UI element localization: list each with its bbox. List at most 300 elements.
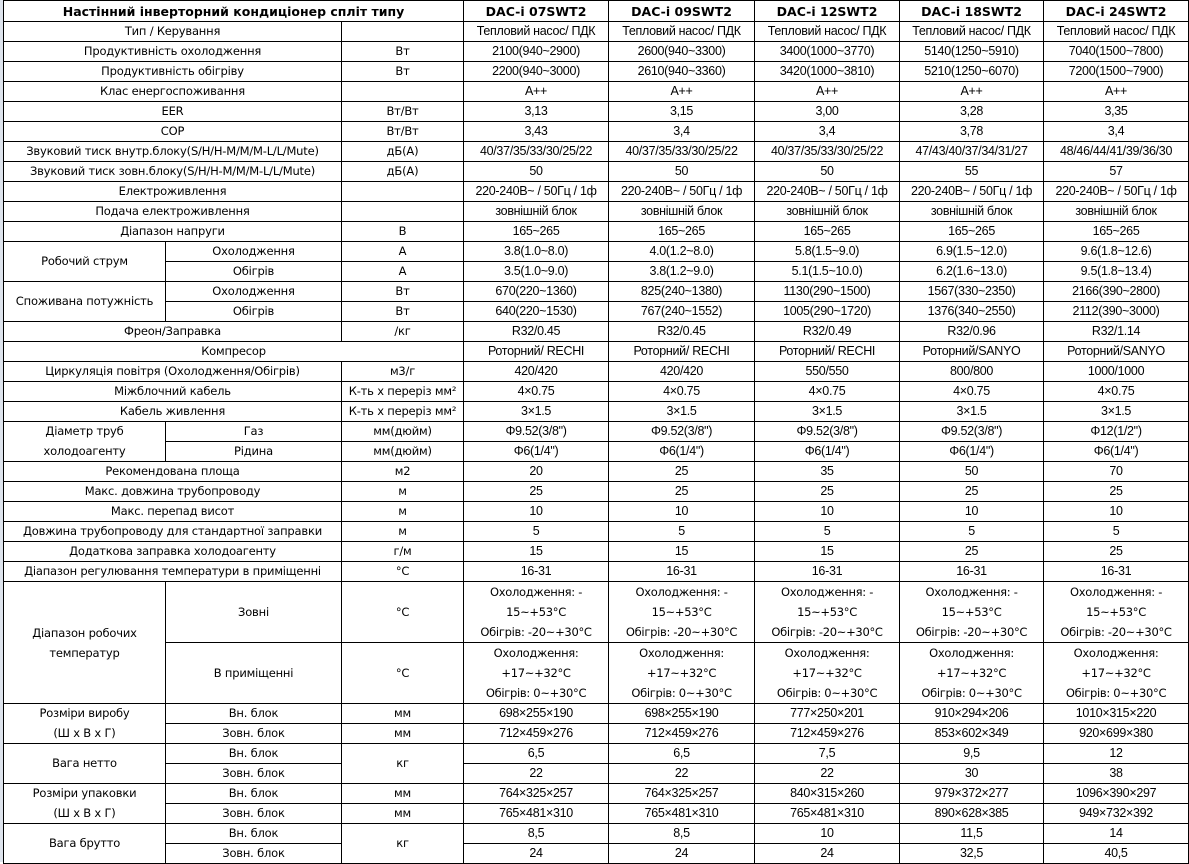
value-cell: Тепловий насос/ ПДК (464, 22, 609, 42)
value-cell: 47/43/40/37/34/31/27 (900, 142, 1044, 162)
value-cell: 7040(1500~7800) (1044, 42, 1189, 62)
table-row (4, 502, 1189, 522)
value-cell: 5140(1250~5910) (900, 42, 1044, 62)
value-cell: 220-240В~ / 50Гц / 1ф (900, 182, 1044, 202)
sub-label: Зовн. блок (166, 804, 342, 824)
value-cell: R32/0.45 (609, 322, 755, 342)
cell-line: Обігрів: -20~+30°C (771, 625, 883, 639)
value-cell: 25 (609, 482, 755, 502)
value-cell: 9.5(1.8~13.4) (1044, 262, 1189, 282)
cell-line: Обігрів: -20~+30°C (1060, 625, 1172, 639)
unit-cell: кг (342, 744, 464, 784)
value-cell: 165~265 (609, 222, 755, 242)
unit-cell: /кг (342, 322, 464, 342)
sub-label: Охолодження (166, 242, 342, 262)
value-cell: 800/800 (900, 362, 1044, 382)
value-cell: 165~265 (900, 222, 1044, 242)
table-row (4, 182, 1189, 202)
table-row (4, 362, 1189, 382)
unit-cell: Вт/Вт (342, 102, 464, 122)
unit-cell: м (342, 482, 464, 502)
value-cell: 50 (464, 162, 609, 182)
value-cell: 40/37/35/33/30/25/22 (464, 142, 609, 162)
unit-cell: дБ(А) (342, 162, 464, 182)
sub-label: Рідина (166, 442, 342, 462)
value-cell: 979×372×277 (900, 784, 1044, 804)
unit-cell: дБ(А) (342, 142, 464, 162)
value-cell: 24 (755, 844, 900, 864)
value-cell: 2200(940~3000) (464, 62, 609, 82)
value-cell: 10 (464, 502, 609, 522)
value-cell: 1130(290~1500) (755, 282, 900, 302)
value-cell: 4×0.75 (900, 382, 1044, 402)
value-cell: 6,5 (609, 744, 755, 764)
param-label: Додаткова заправка холодоагенту (4, 542, 342, 562)
param-label: Макс. перепад висот (4, 502, 342, 522)
sub-label: Вн. блок (166, 824, 342, 844)
value-cell: 220-240В~ / 50Гц / 1ф (464, 182, 609, 202)
cell-line: Охолодження: - (489, 585, 583, 599)
value-cell: Тепловий насос/ ПДК (755, 22, 900, 42)
value-cell: 777×250×201 (755, 704, 900, 724)
table-row (4, 522, 1189, 542)
value-cell: 16-31 (1044, 562, 1189, 582)
unit-cell: Вт (342, 282, 464, 302)
value-cell: 5.8(1.5~9.0) (755, 242, 900, 262)
value-cell: 712×459×276 (464, 724, 609, 744)
sub-label: Вн. блок (166, 704, 342, 724)
value-cell: Φ9.52(3/8") (464, 422, 609, 442)
table-row (4, 322, 1189, 342)
sub-label: Охолодження (166, 282, 342, 302)
unit-cell: А (342, 242, 464, 262)
value-cell: 1000/1000 (1044, 362, 1189, 382)
model-header: DAC-i 09SWT2 (609, 1, 755, 22)
value-cell: 8,5 (464, 824, 609, 844)
value-cell: Φ6(1/4") (464, 442, 609, 462)
value-cell: 7,5 (755, 744, 900, 764)
value-cell: 3.5(1.0~9.0) (464, 262, 609, 282)
value-cell: R32/1.14 (1044, 322, 1189, 342)
unit-cell: °C (342, 643, 464, 704)
group-label: Розміри виробу (4, 704, 166, 724)
value-cell: 22 (755, 764, 900, 784)
value-cell: 3,4 (755, 122, 900, 142)
value-cell: зовнішній блок (609, 202, 755, 222)
sub-label: Вн. блок (166, 744, 342, 764)
value-cell: 16-31 (900, 562, 1044, 582)
table-row (4, 462, 1189, 482)
param-label: Звуковий тиск внутр.блоку(S/H/H-M/M/M-L/L/Mute) (4, 142, 342, 162)
value-cell: Φ6(1/4") (609, 442, 755, 462)
value-cell: 5 (609, 522, 755, 542)
table-row (4, 744, 1189, 764)
value-cell: 1376(340~2550) (900, 302, 1044, 322)
value-cell: 765×481×310 (464, 804, 609, 824)
value-cell: Φ12(1/2") (1044, 422, 1189, 442)
value-cell: 6.2(1.6~13.0) (900, 262, 1044, 282)
unit-cell: м (342, 502, 464, 522)
value-cell: 25 (1044, 542, 1189, 562)
value-cell: 5.1(1.5~10.0) (755, 262, 900, 282)
value-cell (464, 643, 609, 704)
value-cell: 5 (900, 522, 1044, 542)
table-row (4, 282, 1189, 302)
sub-label: Зовні (166, 582, 342, 643)
group-label: (Ш х В х Г) (4, 804, 166, 824)
value-cell: 9,5 (900, 744, 1044, 764)
table-row (4, 42, 1189, 62)
table-row (4, 442, 1189, 462)
unit-cell (342, 202, 464, 222)
value-cell: зовнішній блок (464, 202, 609, 222)
value-cell: 3×1.5 (464, 402, 609, 422)
value-cell: 3,78 (900, 122, 1044, 142)
value-cell: 420/420 (609, 362, 755, 382)
value-cell: 5210(1250~6070) (900, 62, 1044, 82)
value-cell: 1567(330~2350) (900, 282, 1044, 302)
value-cell (755, 643, 900, 704)
value-cell: R32/0.96 (900, 322, 1044, 342)
unit-cell: К-ть х переріз мм² (342, 382, 464, 402)
value-cell: 40,5 (1044, 844, 1189, 864)
cell-line: Охолодження: (639, 646, 724, 660)
value-cell: 3420(1000~3810) (755, 62, 900, 82)
table-row (4, 62, 1189, 82)
value-cell: 16-31 (755, 562, 900, 582)
cell-line: Охолодження: - (925, 585, 1018, 599)
sub-label: Зовн. блок (166, 724, 342, 744)
cell-line: Охолодження: (493, 646, 579, 660)
value-cell: Роторний/ RECHI (609, 342, 755, 362)
value-cell: 765×481×310 (755, 804, 900, 824)
value-cell: Φ9.52(3/8") (900, 422, 1044, 442)
value-cell: A++ (609, 82, 755, 102)
value-cell: Тепловий насос/ ПДК (1044, 22, 1189, 42)
value-cell: 3,35 (1044, 102, 1189, 122)
group-label: (Ш х В х Г) (4, 724, 166, 744)
value-cell: Φ6(1/4") (755, 442, 900, 462)
value-cell: 24 (609, 844, 755, 864)
table-row (4, 804, 1189, 824)
value-cell: R32/0.45 (464, 322, 609, 342)
table-row (4, 302, 1189, 322)
value-cell: 30 (900, 764, 1044, 784)
value-cell: 767(240~1552) (609, 302, 755, 322)
cell-line: Обігрів: 0~+30°C (1065, 686, 1167, 700)
value-cell: 825(240~1380) (609, 282, 755, 302)
value-cell (1044, 582, 1189, 643)
value-cell: 50 (900, 462, 1044, 482)
table-row (4, 102, 1189, 122)
value-cell: A++ (464, 82, 609, 102)
value-cell: 640(220~1530) (464, 302, 609, 322)
value-cell: 12 (1044, 744, 1189, 764)
value-cell: 2112(390~3000) (1044, 302, 1189, 322)
value-cell: 40/37/35/33/30/25/22 (755, 142, 900, 162)
value-cell: 3×1.5 (1044, 402, 1189, 422)
cell-line: Охолодження: - (635, 585, 728, 599)
value-cell: 1096×390×297 (1044, 784, 1189, 804)
group-label: Вага нетто (4, 744, 166, 784)
table-row (4, 704, 1189, 724)
table-row (4, 82, 1189, 102)
value-cell: 2166(390~2800) (1044, 282, 1189, 302)
table-title: Настінний інверторний кондиціонер спліт типу (4, 1, 464, 22)
value-cell: 16-31 (609, 562, 755, 582)
value-cell: Роторний/ RECHI (755, 342, 900, 362)
value-cell: 25 (1044, 482, 1189, 502)
table-row (4, 222, 1189, 242)
value-cell: 10 (755, 824, 900, 844)
table-row (4, 162, 1189, 182)
cell-line: Обігрів: -20~+30°C (915, 625, 1028, 639)
unit-cell: Вт/Вт (342, 122, 464, 142)
sub-label: Газ (166, 422, 342, 442)
value-cell: 712×459×276 (755, 724, 900, 744)
value-cell: 55 (900, 162, 1044, 182)
table-row (4, 142, 1189, 162)
value-cell: 57 (1044, 162, 1189, 182)
value-cell: 35 (755, 462, 900, 482)
value-cell (755, 582, 900, 643)
value-cell: 5 (1044, 522, 1189, 542)
value-cell: 5 (755, 522, 900, 542)
group-label: Розміри упаковки (4, 784, 166, 804)
sub-label: Обігрів (166, 302, 342, 322)
value-cell: Роторний/SANYO (900, 342, 1044, 362)
table-row (4, 562, 1189, 582)
table-row (4, 22, 1189, 42)
unit-cell: м2 (342, 462, 464, 482)
group-label: Споживана потужність (4, 282, 166, 322)
sub-label: В приміщенні (166, 643, 342, 704)
value-cell: 3400(1000~3770) (755, 42, 900, 62)
sub-label: Обігрів (166, 262, 342, 282)
cell-line: +17~+32°C (936, 666, 1007, 680)
value-cell: 10 (609, 502, 755, 522)
table-row (4, 643, 1189, 704)
cell-line: Охолодження: (784, 646, 870, 660)
table-row (4, 724, 1189, 744)
unit-cell: мм (342, 704, 464, 724)
param-label: Подача електроживлення (4, 202, 342, 222)
value-cell: Тепловий насос/ ПДК (900, 22, 1044, 42)
cell-line: +17~+32°C (646, 666, 717, 680)
value-cell: 16-31 (464, 562, 609, 582)
unit-cell (342, 182, 464, 202)
value-cell: 70 (1044, 462, 1189, 482)
table-row (4, 582, 1189, 643)
value-cell: 3,28 (900, 102, 1044, 122)
table-row (4, 122, 1189, 142)
value-cell: Φ9.52(3/8") (609, 422, 755, 442)
value-cell: Φ6(1/4") (1044, 442, 1189, 462)
value-cell: 15 (609, 542, 755, 562)
model-header: DAC-i 07SWT2 (464, 1, 609, 22)
value-cell: 165~265 (755, 222, 900, 242)
table-row (4, 422, 1189, 442)
spec-table (3, 0, 1189, 864)
table-row (4, 342, 1189, 362)
value-cell: 698×255×190 (464, 704, 609, 724)
value-cell: A++ (755, 82, 900, 102)
cell-line: Обігрів: 0~+30°C (485, 686, 587, 700)
value-cell: 4×0.75 (464, 382, 609, 402)
value-cell: 764×325×257 (609, 784, 755, 804)
cell-line: 15~+53°C (651, 605, 712, 619)
value-cell: 38 (1044, 764, 1189, 784)
value-cell: 550/550 (755, 362, 900, 382)
cell-line: 15~+53°C (1086, 605, 1146, 619)
cell-line: Обігрів: -20~+30°C (480, 625, 592, 639)
value-cell: 420/420 (464, 362, 609, 382)
sub-label: Зовн. блок (166, 844, 342, 864)
unit-cell: мм(дюйм) (342, 422, 464, 442)
unit-cell: м3/г (342, 362, 464, 382)
cell-line: Діапазон робочих (32, 625, 137, 640)
param-label: Компресор (4, 342, 464, 362)
cell-line: +17~+32°C (792, 666, 862, 680)
value-cell: 840×315×260 (755, 784, 900, 804)
param-label: Клас енергоспоживання (4, 82, 342, 102)
value-cell: 11,5 (900, 824, 1044, 844)
unit-cell: В (342, 222, 464, 242)
model-header: DAC-i 18SWT2 (900, 1, 1044, 22)
cell-line: 15~+53°C (506, 605, 566, 619)
table-row (4, 764, 1189, 784)
value-cell: 9.6(1.8~12.6) (1044, 242, 1189, 262)
value-cell: 3×1.5 (900, 402, 1044, 422)
value-cell (609, 582, 755, 643)
value-cell: 3.8(1.0~8.0) (464, 242, 609, 262)
value-cell: 10 (755, 502, 900, 522)
value-cell (464, 582, 609, 643)
value-cell: 3,4 (1044, 122, 1189, 142)
unit-cell: м (342, 522, 464, 542)
param-label: Макс. довжина трубопроводу (4, 482, 342, 502)
value-cell: 2600(940~3300) (609, 42, 755, 62)
sub-label: Вн. блок (166, 784, 342, 804)
value-cell: 712×459×276 (609, 724, 755, 744)
cell-line: Обігрів: -20~+30°C (625, 625, 738, 639)
value-cell: 22 (464, 764, 609, 784)
table-row (4, 262, 1189, 282)
param-label: Кабель живлення (4, 402, 342, 422)
value-cell (1044, 643, 1189, 704)
value-cell: 698×255×190 (609, 704, 755, 724)
table-row (4, 402, 1189, 422)
unit-cell: мм (342, 784, 464, 804)
cell-line: Обігрів: 0~+30°C (776, 686, 878, 700)
value-cell: 25 (464, 482, 609, 502)
param-label: Продуктивність обігріву (4, 62, 342, 82)
value-cell: 50 (609, 162, 755, 182)
param-label: Продуктивність охолодження (4, 42, 342, 62)
param-label: Циркуляція повітря (Охолодження/Обігрів) (4, 362, 342, 382)
value-cell: 920×699×380 (1044, 724, 1189, 744)
cell-line: Обігрів: 0~+30°C (921, 686, 1022, 700)
value-cell: 32,5 (900, 844, 1044, 864)
value-cell: зовнішній блок (755, 202, 900, 222)
value-cell: 50 (755, 162, 900, 182)
table-row (4, 482, 1189, 502)
param-label: Звуковий тиск зовн.блоку(S/H/H-M/M/M-L/L/Mute) (4, 162, 342, 182)
unit-cell: мм (342, 804, 464, 824)
value-cell: 910×294×206 (900, 704, 1044, 724)
value-cell: 4×0.75 (1044, 382, 1189, 402)
value-cell: 3,13 (464, 102, 609, 122)
unit-cell: г/м (342, 542, 464, 562)
value-cell (900, 582, 1044, 643)
value-cell: 1010×315×220 (1044, 704, 1189, 724)
value-cell: Роторний/SANYO (1044, 342, 1189, 362)
value-cell: R32/0.49 (755, 322, 900, 342)
value-cell: 4×0.75 (609, 382, 755, 402)
cell-line: Охолодження: - (1069, 585, 1163, 599)
cell-line: +17~+32°C (1081, 666, 1151, 680)
unit-cell: кг (342, 824, 464, 864)
unit-cell: К-ть х переріз мм² (342, 402, 464, 422)
value-cell: 220-240В~ / 50Гц / 1ф (755, 182, 900, 202)
value-cell (900, 643, 1044, 704)
value-cell: 3.8(1.2~9.0) (609, 262, 755, 282)
group-label: холодоагенту (4, 442, 166, 462)
value-cell: 2100(940~2900) (464, 42, 609, 62)
value-cell: A++ (1044, 82, 1189, 102)
value-cell: 3×1.5 (755, 402, 900, 422)
value-cell: 3×1.5 (609, 402, 755, 422)
table-row (4, 542, 1189, 562)
value-cell: 2610(940~3360) (609, 62, 755, 82)
value-cell: 765×481×310 (609, 804, 755, 824)
unit-cell: Вт (342, 302, 464, 322)
table-row (4, 202, 1189, 222)
value-cell: 7200(1500~7900) (1044, 62, 1189, 82)
value-cell: A++ (900, 82, 1044, 102)
value-cell: 165~265 (464, 222, 609, 242)
group-label: Робочий струм (4, 242, 166, 282)
value-cell: 6.9(1.5~12.0) (900, 242, 1044, 262)
value-cell: зовнішній блок (900, 202, 1044, 222)
value-cell: 24 (464, 844, 609, 864)
unit-cell: мм(дюйм) (342, 442, 464, 462)
value-cell: 670(220~1360) (464, 282, 609, 302)
value-cell: 6,5 (464, 744, 609, 764)
param-label: Рекомендована площа (4, 462, 342, 482)
value-cell: 15 (464, 542, 609, 562)
param-label: Діапазон напруги (4, 222, 342, 242)
value-cell: 764×325×257 (464, 784, 609, 804)
value-cell: 25 (900, 542, 1044, 562)
table-row (4, 242, 1189, 262)
value-cell (609, 643, 755, 704)
unit-cell: мм (342, 724, 464, 744)
value-cell: 4.0(1.2~8.0) (609, 242, 755, 262)
value-cell: 14 (1044, 824, 1189, 844)
value-cell: 20 (464, 462, 609, 482)
value-cell: зовнішній блок (1044, 202, 1189, 222)
value-cell: 25 (755, 482, 900, 502)
value-cell: 3,43 (464, 122, 609, 142)
value-cell: 5 (464, 522, 609, 542)
param-label: Фреон/Заправка (4, 322, 342, 342)
unit-cell (342, 22, 464, 42)
value-cell: 48/46/44/41/39/36/30 (1044, 142, 1189, 162)
param-label: Міжблочний кабель (4, 382, 342, 402)
group-label (4, 582, 166, 704)
value-cell: 10 (1044, 502, 1189, 522)
